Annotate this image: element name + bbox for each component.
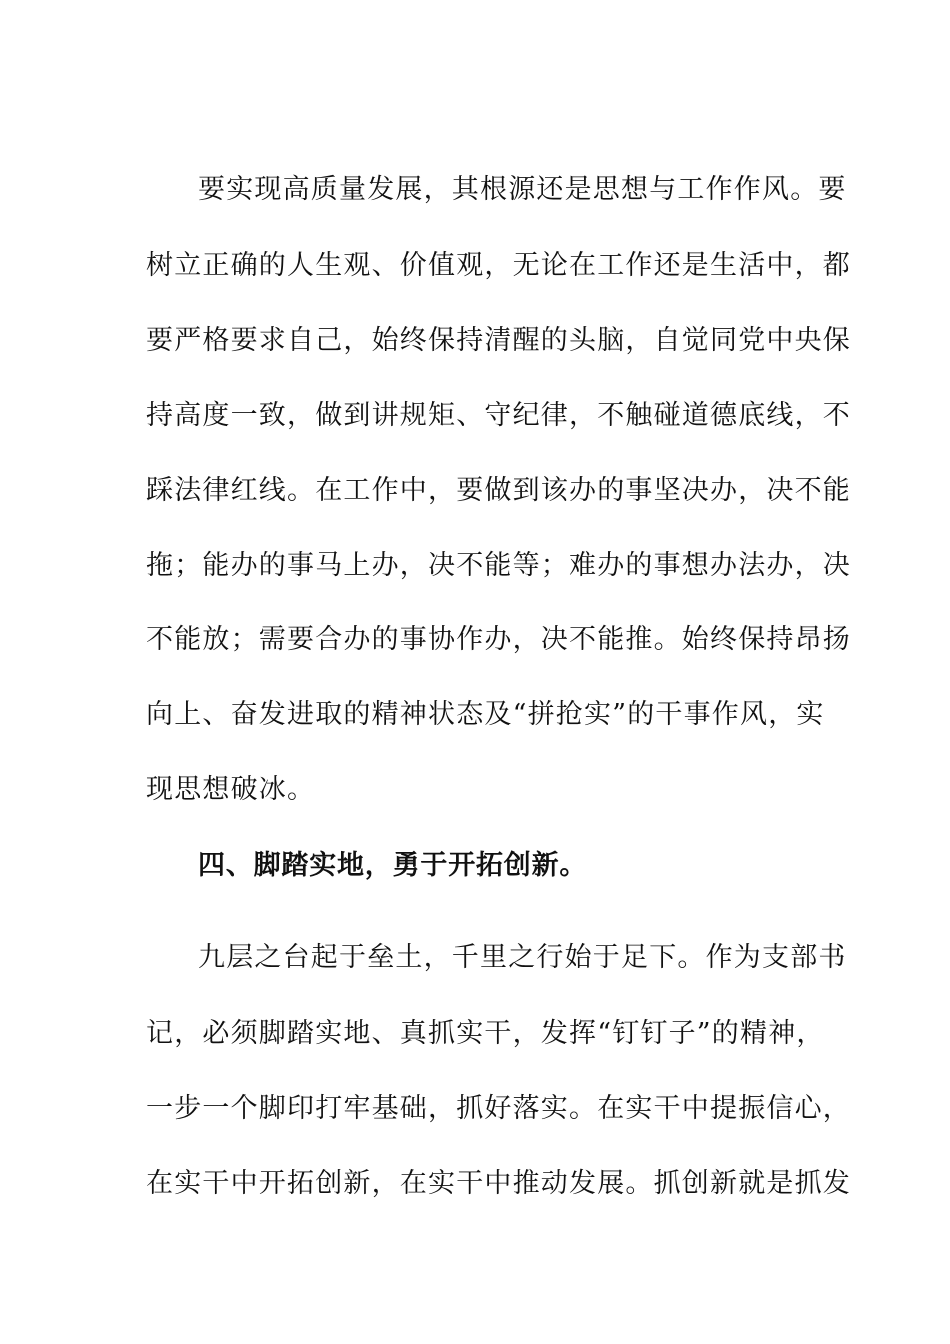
section-heading: 四、脚踏实地，勇于开拓创新。 [198, 850, 588, 881]
paragraph-2-line-1: 九层之台起于垒土，千里之行始于足下。作为支部书 [198, 942, 847, 973]
paragraph-2-line-2: 记，必须脚踏实地、真抓实干，发挥“钉钉子”的精神， [146, 1018, 825, 1049]
paragraph-1-line-3: 要严格要求自己，始终保持清醒的头脑，自觉同党中央保 [146, 325, 851, 356]
paragraph-2-line-3: 一步一个脚印打牢基础，抓好落实。在实干中提振信心， [146, 1093, 851, 1124]
paragraph-1-line-2: 树立正确的人生观、价值观，无论在工作还是生活中，都 [146, 250, 851, 281]
paragraph-1-line-4: 持高度一致，做到讲规矩、守纪律，不触碰道德底线，不 [146, 400, 851, 431]
paragraph-2-line-4: 在实干中开拓创新，在实干中推动发展。抓创新就是抓发 [146, 1168, 851, 1199]
paragraph-1-line-7: 不能放；需要合办的事协作办，决不能推。始终保持昂扬 [146, 624, 851, 655]
paragraph-1-line-8: 向上、奋发进取的精神状态及“拼抢实”的干事作风，实 [146, 699, 825, 730]
paragraph-1-line-1: 要实现高质量发展，其根源还是思想与工作作风。要 [198, 174, 847, 205]
paragraph-1-line-6: 拖；能办的事马上办，决不能等；难办的事想办法办，决 [146, 550, 851, 581]
paragraph-1-line-9: 现思想破冰。 [146, 774, 316, 805]
paragraph-1-line-5: 踩法律红线。在工作中，要做到该办的事坚决办，决不能 [146, 475, 851, 506]
